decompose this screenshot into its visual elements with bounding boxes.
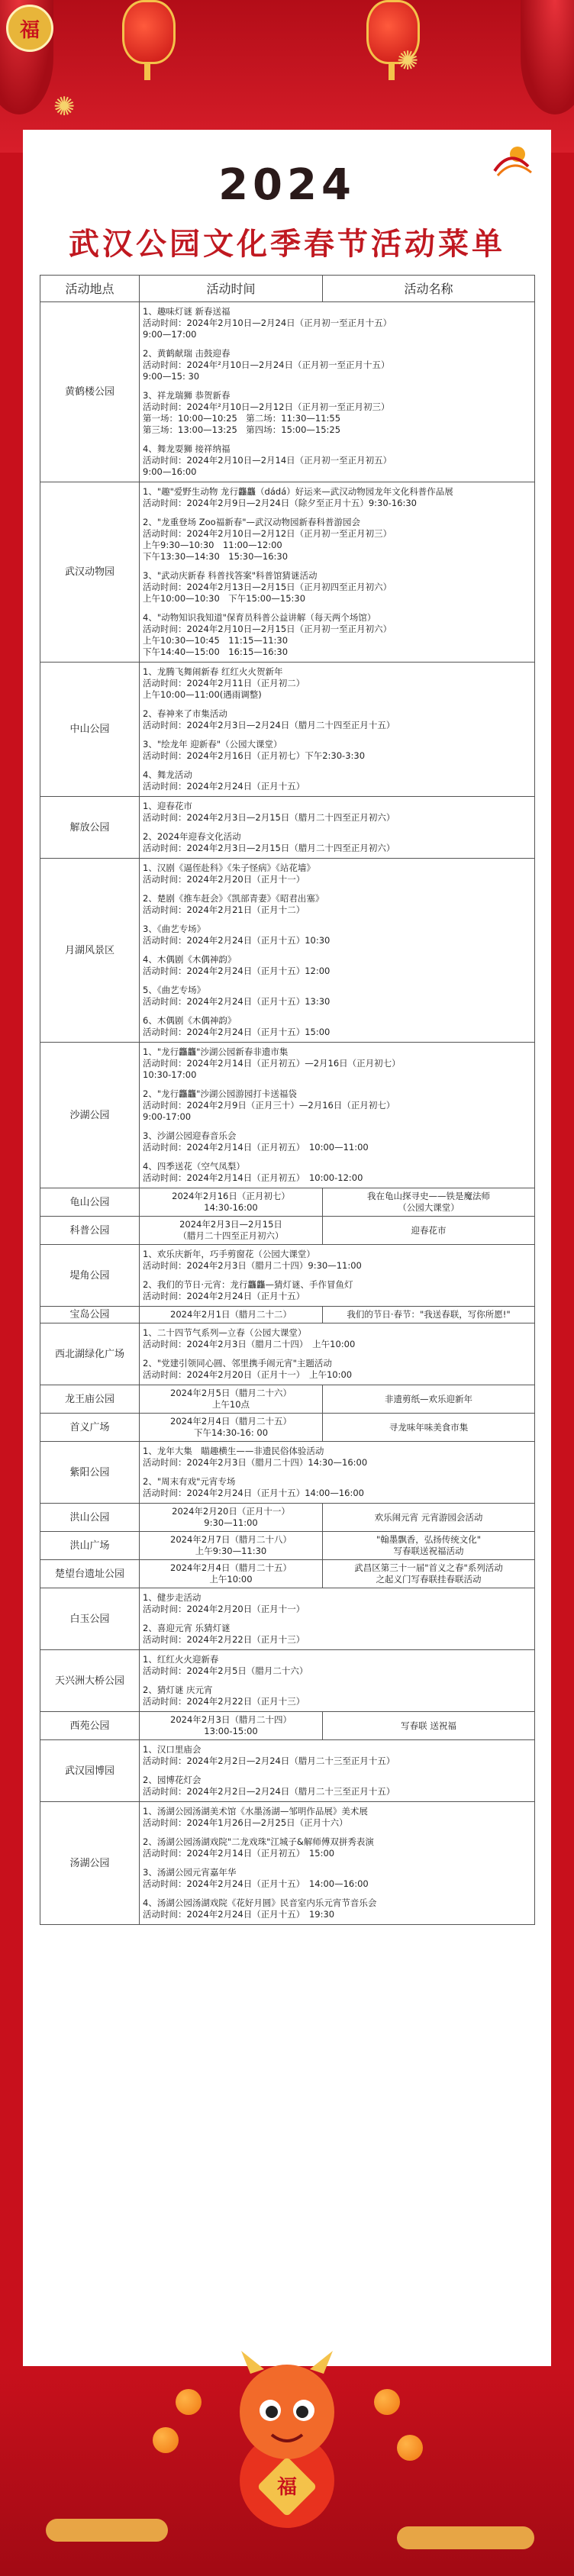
location-cell: 中山公园 [40,663,140,797]
table-row [40,1188,535,1217]
orange-icon [397,2435,423,2461]
event-entry: 4、"动物知识我知道"保育员科普公益讲解（每天两个场馆） 活动时间：2024年2月10日—2月15日（正月初一至正月初六） 上午10:30—10:45 11:15—11:30 下午14:40—15:00 16:15—16:30 [143,612,392,657]
time-cell: 2024年2月5日（腊月二十六） 上午10点 [140,1385,323,1414]
event-entry: 1、"趣"爱野生动物 龙行龘龘（dádá）好运来—武汉动物园龙年文化科普作品展 活动时间：2024年2月9日—2月24日（除夕至正月十五）9:30-16:30 [143,486,453,508]
events-cell [140,797,535,859]
name-cell: 迎春花市 [323,1217,535,1245]
event-entry: 3、汤湖公园元宵嘉年华 活动时间：2024年2月24日（正月十五） 14:00—16:00 [143,1867,369,1889]
table-row [40,1712,535,1740]
menu-sheet [23,130,551,2389]
event-entry: 1、"龙行龘龘"沙湖公园新春非遗市集 活动时间：2024年2月14日（正月初五）—2月16日（正月初七） 10:30-17:00 [143,1046,401,1080]
event-entry: 3、"武动庆新春 科普找答案"科普馆猜谜活动 活动时间：2024年2月13日—2月15日（正月初四至正月初六） 上午10:00—10:30 下午15:00—15:30 [143,570,392,604]
time-cell: 2024年2月16日（正月初七） 14:30-16:00 [140,1188,323,1217]
name-cell: "翰墨飘香，弘扬传统文化" 写春联送祝福活动 [323,1532,535,1560]
orange-icon [176,2389,202,2415]
event-entry: 3、祥龙瑞狮 恭贺新春 活动时间：2024年²月10日—2月12日（正月初一至正月初三） 第一场：10:00—10:25 第二场：11:30—11:55 第三场：13:00—13:25 第四场：15:00—15:25 [143,390,390,435]
name-cell: 我们的节日·春节："我送春联，写你所愿!" [323,1307,535,1323]
activity-table [40,275,535,1925]
location-cell: 宝岛公园 [40,1307,140,1323]
firework-icon: ✺ [53,92,76,122]
table-row [40,1560,535,1588]
time-cell: 2024年2月4日（腊月二十五） 下午14:30-16: 00 [140,1414,323,1442]
table-row [40,1650,535,1712]
event-entry: 3、《曲艺专场》 活动时间：2024年2月24日（正月十五）10:30 [143,924,331,946]
table-row [40,1504,535,1532]
time-cell: 2024年2月20日（正月十一） 9:30—11:00 [140,1504,323,1532]
cloud-decoration [397,2526,534,2549]
table-row [40,1217,535,1245]
lantern-icon [122,0,176,64]
firework-icon: ✺ [397,46,419,76]
events-cell [140,302,535,482]
orange-icon [153,2427,179,2453]
orange-icon [374,2389,400,2415]
event-entry: 1、汉口里庙会 活动时间：2024年2月2日—2月24日（腊月二十三至正月十五） [143,1744,395,1766]
table-row [40,1588,535,1650]
event-entry: 4、舞龙耍狮 接祥纳福 活动时间：2024年2月10日—2月14日（正月初一至正月初五） 9:00—16:00 [143,443,392,477]
location-cell: 汤湖公园 [40,1802,140,1925]
table-row [40,1323,535,1385]
table-header-row [40,276,535,302]
events-cell [140,663,535,797]
table-row [40,1414,535,1442]
location-cell: 洪山公园 [40,1504,140,1532]
events-cell [140,1442,535,1504]
page-title: 武汉公园文化季春节活动菜单 [69,227,505,262]
event-entry: 2、黄鹤献瑞 击鼓迎春 活动时间：2024年²月10日—2月24日（正月初一至正月十五） 9:00—15: 30 [143,348,390,382]
event-entry: 1、欢乐庆新年，巧手剪窗花（公园大课堂） 活动时间：2024年2月3日（腊月二十四）9:30—11:00 [143,1249,362,1271]
events-cell [140,1323,535,1385]
location-cell: 月湖风景区 [40,859,140,1043]
events-cell [140,1043,535,1188]
events-cell [140,1245,535,1307]
dragon-mascot-icon [211,2351,363,2534]
location-cell: 西苑公园 [40,1712,140,1740]
table-row [40,1740,535,1802]
table-row [40,859,535,1043]
event-entry: 1、红红火火迎新春 活动时间：2024年2月5日（腊月二十六） [143,1654,308,1676]
table-row [40,302,535,482]
name-cell: 写春联 送祝福 [323,1712,535,1740]
event-entry: 4、木偶剧《木偶神韵》 活动时间：2024年2月24日（正月十五）12:00 [143,954,331,976]
event-entry: 1、汉剧《逼侄赴科》《朱子怪病》《站花墙》 活动时间：2024年2月20日（正月十一） [143,862,315,885]
location-cell: 白玉公园 [40,1588,140,1650]
name-cell: 武昌区第三十一届"首义之春"系列活动 之起义门写春联挂春联活动 [323,1560,535,1588]
location-cell: 洪山广场 [40,1532,140,1560]
name-cell: 欢乐闹元宵 元宵游园会活动 [323,1504,535,1532]
location-cell: 武汉动物园 [40,482,140,663]
location-cell: 龙王庙公园 [40,1385,140,1414]
event-entry: 2、猜灯谜 庆元宵 活动时间：2024年2月22日（正月十三） [143,1685,305,1707]
event-entry: 2、"党建引领同心圆、邻里携手闹元宵"主题活动 活动时间：2024年2月20日（正月十一） 上午10:00 [143,1358,353,1380]
events-cell [140,859,535,1043]
event-entry: 1、龙腾飞舞闹新春 红红火火贺新年 活动时间：2024年2月11日（正月初二） 上午10:00—11:00(遇雨调整) [143,666,305,700]
title-year: 2024 [218,160,356,210]
event-entry: 1、迎春花市 活动时间：2024年2月3日—2月15日（腊月二十四至正月初六） [143,801,395,823]
event-entry: 1、趣味灯谜 新春送福 活动时间：2024年2月10日—2月24日（正月初一至正月十五） 9:00—17:00 [143,306,392,340]
event-entry: 2、春神来了市集活动 活动时间：2024年2月3日—2月24日（腊月二十四至正月十五） [143,708,395,730]
location-cell: 龟山公园 [40,1188,140,1217]
events-cell [140,1588,535,1650]
location-cell: 黄鹤楼公园 [40,302,140,482]
location-cell: 解放公园 [40,797,140,859]
table-body [40,302,535,1925]
events-cell [140,1740,535,1802]
event-entry: 2、2024年迎春文化活动 活动时间：2024年2月3日—2月15日（腊月二十四至正月初六） [143,831,395,853]
event-entry: 4、汤湖公园汤湖戏院《花好月圆》民音室内乐元宵节音乐会 活动时间：2024年2月24日（正月十五） 19:30 [143,1897,377,1920]
header-location: 活动地点 [40,276,140,302]
fu-tag: 福 [276,2476,297,2499]
time-cell: 2024年2月1日（腊月二十二） [140,1307,323,1323]
table-row [40,1043,535,1188]
name-cell: 我在龟山探寻史——铁是魔法师 （公园大课堂） [323,1188,535,1217]
event-entry: 6、木偶剧《木偶神韵》 活动时间：2024年2月24日（正月十五）15:00 [143,1015,331,1037]
table-row [40,797,535,859]
location-cell: 武汉园博园 [40,1740,140,1802]
name-cell: 寻龙味年味美食市集 [323,1414,535,1442]
cloud-decoration [46,2519,168,2542]
event-entry: 1、健步走活动 活动时间：2024年2月20日（正月十一） [143,1592,305,1614]
event-entry: 3、"绘龙年 迎新春"（公园大课堂） 活动时间：2024年2月16日（正月初七）下午2:30-3:30 [143,739,366,761]
event-entry: 2、汤湖公园汤湖戏院"二龙戏珠"江城子&解师傅双拼秀表演 活动时间：2024年2月14日（正月初五） 15:00 [143,1836,374,1859]
time-cell: 2024年2月3日（腊月二十四） 13:00-15:00 [140,1712,323,1740]
time-cell: 2024年2月3日—2月15日 （腊月二十四至正月初六） [140,1217,323,1245]
event-entry: 4、舞龙活动 活动时间：2024年2月24日（正月十五） [143,769,305,791]
fu-badge-icon: 福 [6,5,53,52]
location-cell: 紫阳公园 [40,1442,140,1504]
event-entry: 4、四季送花（空气凤梨） 活动时间：2024年2月14日（正月初五） 10:00-12:00 [143,1161,363,1183]
location-cell: 楚望台遗址公园 [40,1560,140,1588]
table-row [40,1307,535,1323]
location-cell: 沙湖公园 [40,1043,140,1188]
time-cell: 2024年2月4日（腊月二十五） 上午10:00 [140,1560,323,1588]
event-entry: 2、"周末有戏"元宵专场 活动时间：2024年2月24日（正月十五）14:00—16:00 [143,1476,364,1498]
event-entry: 1、龙年大集 瞄趣横生——非遗民俗体验活动 活动时间：2024年2月3日（腊月二十四）14:30—16:00 [143,1446,368,1468]
name-cell: 非遗剪纸—欢乐迎新年 [323,1385,535,1414]
location-cell: 堤角公园 [40,1245,140,1307]
table-row [40,482,535,663]
events-cell [140,1802,535,1925]
location-cell: 首义广场 [40,1414,140,1442]
event-entry: 2、园博花灯会 活动时间：2024年2月2日—2月24日（腊月二十三至正月十五） [143,1775,395,1797]
event-entry: 2、喜迎元宵 乐猜灯谜 活动时间：2024年2月22日（正月十三） [143,1623,305,1645]
event-entry: 2、楚剧《推车赶会》《凯部青妻》《昭君出塞》 活动时间：2024年2月21日（正月十二） [143,893,324,915]
table-row [40,1802,535,1925]
location-cell: 天兴洲大桥公园 [40,1650,140,1712]
event-entry: 2、我们的节日·元宵：龙行龘龘—猜灯谜、手作冒鱼灯 活动时间：2024年2月24日（正月十五） [143,1279,353,1301]
header-time: 活动时间 [140,276,323,302]
events-cell [140,1650,535,1712]
events-cell [140,482,535,663]
time-cell: 2024年2月7日（腊月二十八） 上午9:30—11:30 [140,1532,323,1560]
event-entry: 1、汤湖公园汤湖美术馆《水墨汤湖—邹明作品展》美术展 活动时间：2024年1月26日—2月25日（正月十六） [143,1806,368,1828]
event-entry: 5、《曲艺专场》 活动时间：2024年2月24日（正月十五）13:30 [143,985,331,1007]
header-name: 活动名称 [323,276,535,302]
table-row [40,663,535,797]
event-entry: 2、"龙行龘龘"沙湖公园游园打卡送福袋 活动时间：2024年2月9日（正月三十）—2月16日（正月初七） 9:00-17:00 [143,1088,395,1122]
event-entry: 1、二十四节气系列—立春（公园大课堂） 活动时间：2024年2月3日（腊月二十四） 上午10:00 [143,1327,356,1349]
event-entry: 3、沙湖公园迎春音乐会 活动时间：2024年2月14日（正月初五） 10:00—11:00 [143,1130,369,1153]
location-cell: 科普公园 [40,1217,140,1245]
table-row [40,1245,535,1307]
event-entry: 2、"龙重登场 Zoo福新春"—武汉动物园新春科普游园会 活动时间：2024年2月10日—2月12日（正月初一至正月初三） 上午9:30—10:30 11:00—12:00 下午13:30—14:30 15:30—16:30 [143,517,392,562]
table-row [40,1385,535,1414]
table-row [40,1442,535,1504]
location-cell: 西北湖绿化广场 [40,1323,140,1385]
table-row [40,1532,535,1560]
